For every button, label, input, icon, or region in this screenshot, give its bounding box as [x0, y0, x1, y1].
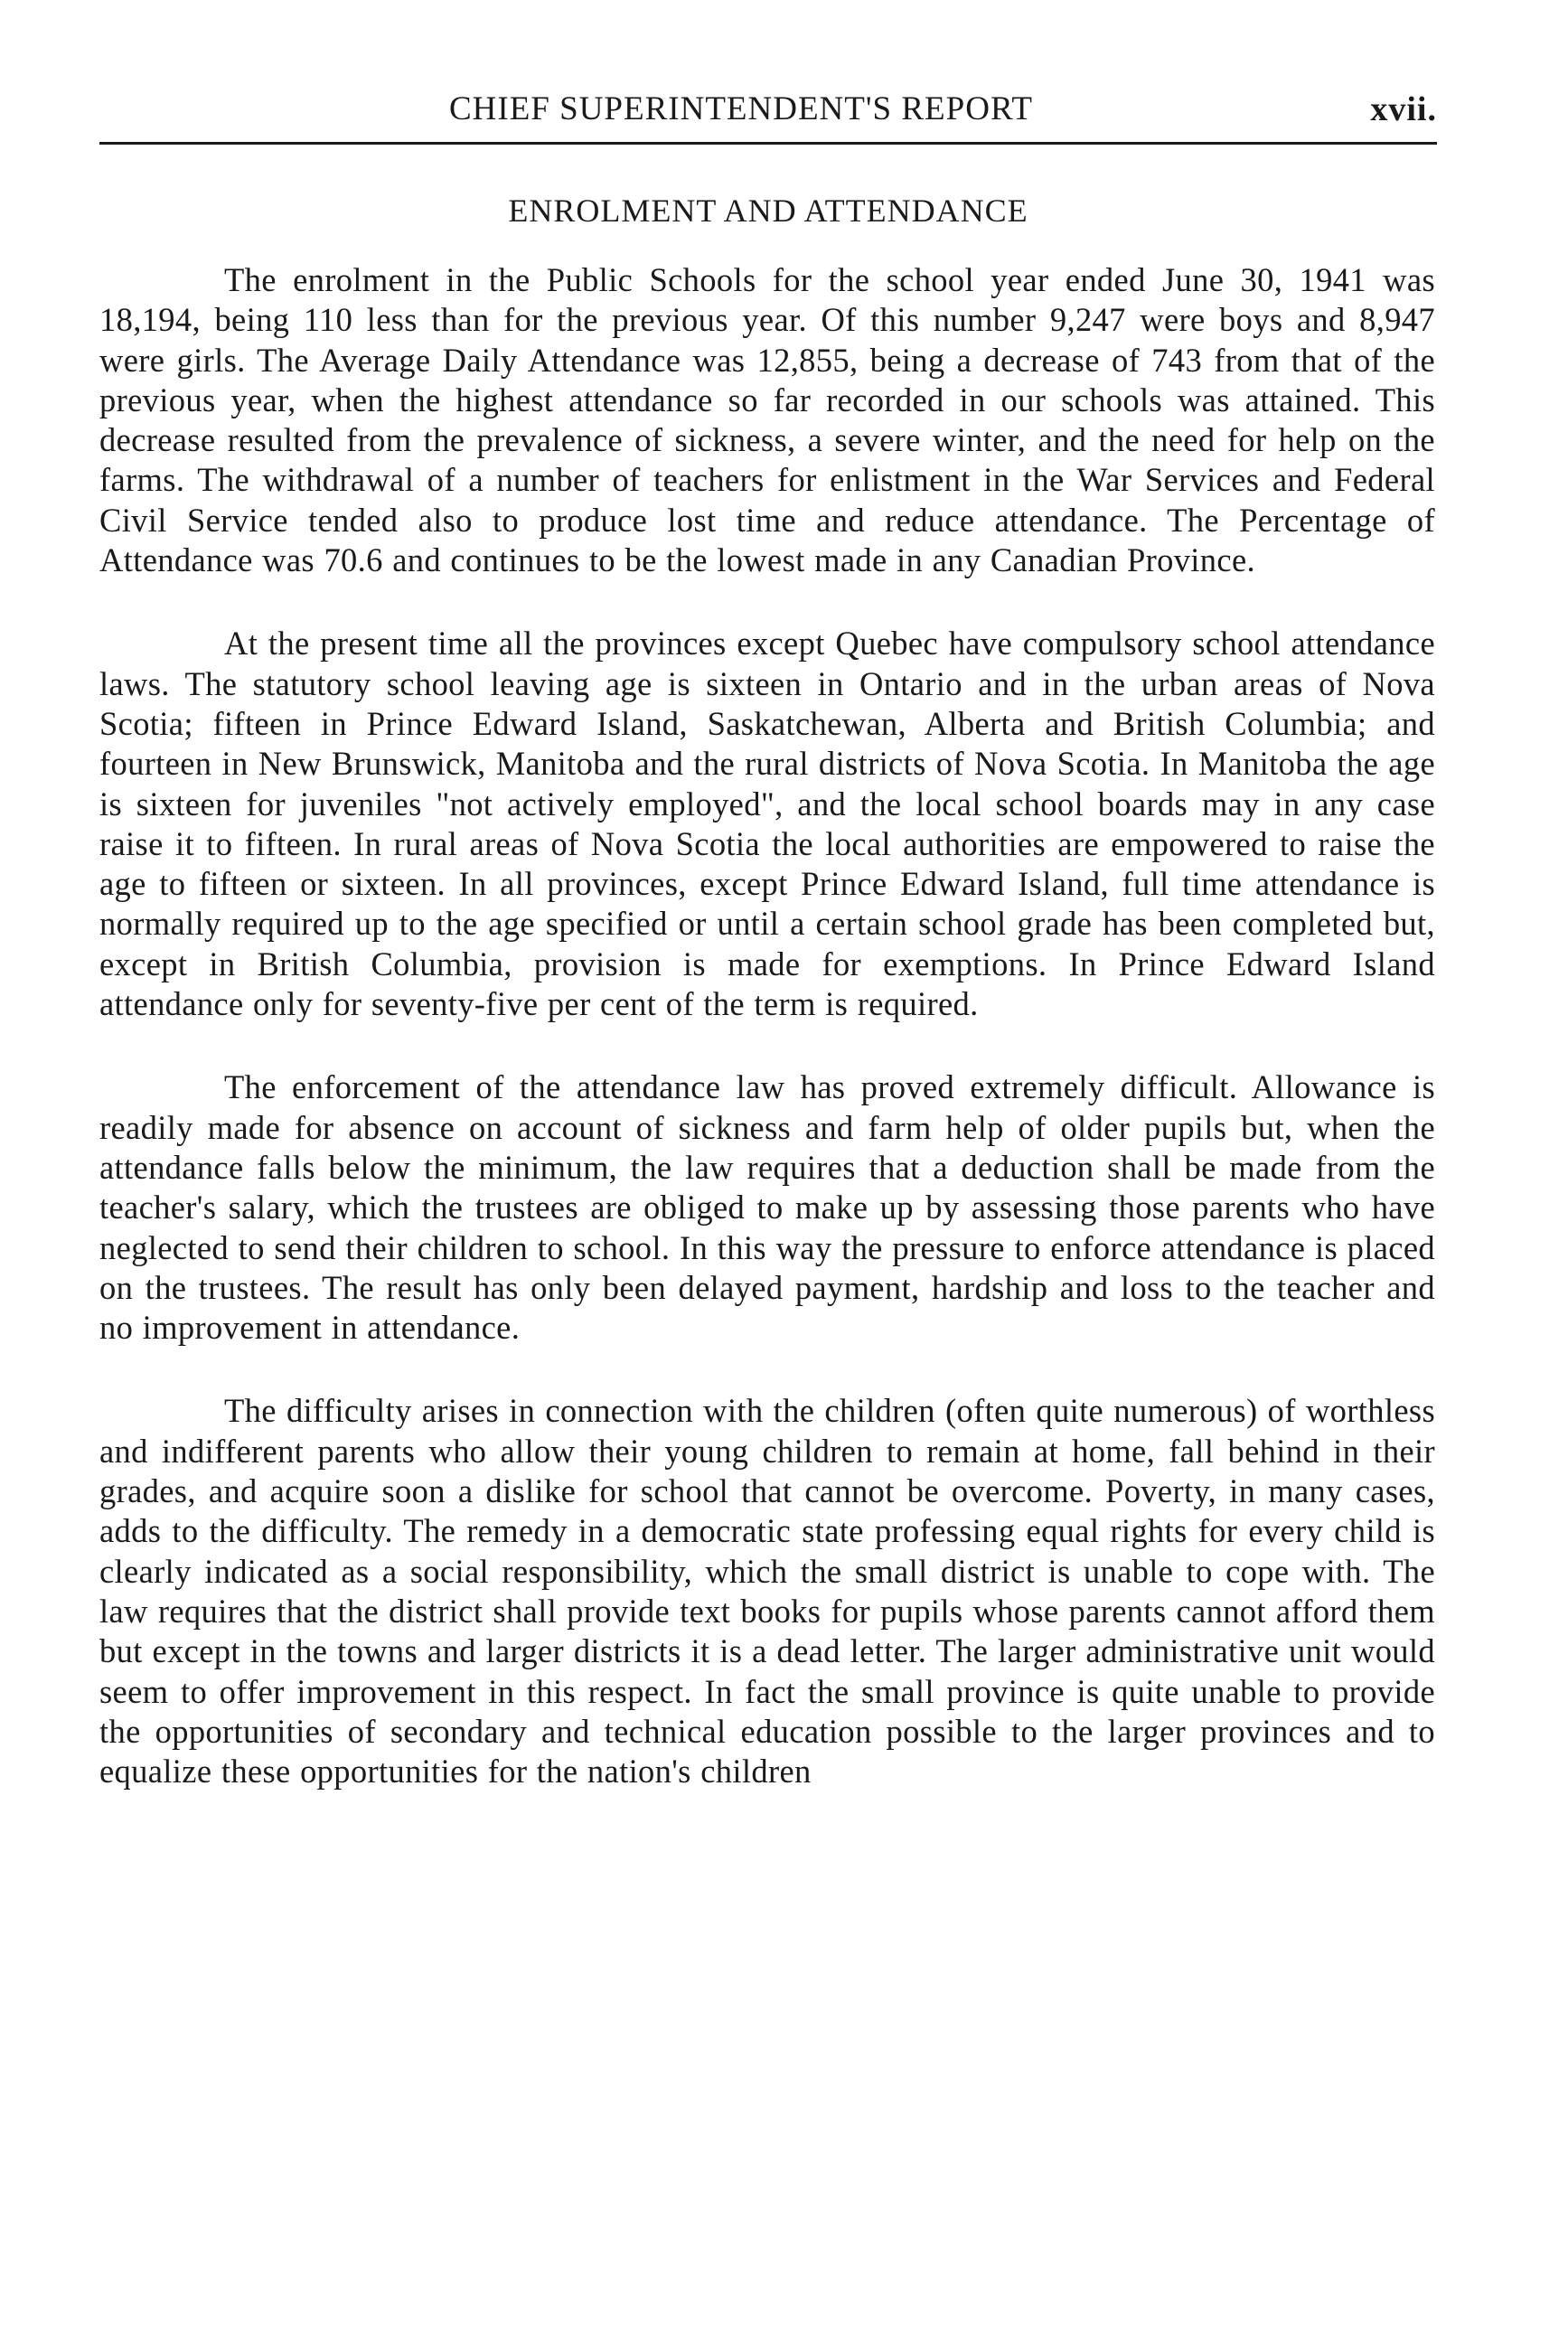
running-header: [99, 87, 1437, 141]
page-number: xvii.: [1370, 90, 1437, 128]
paragraph-enrolment: The enrolment in the Public Schools for the school year ended June 30, 1941 was 18,194, being 110 less than for the previous year. Of this number 9,247 were boys and 8,947 were girls. The Average Daily Attendance was 12,855, being a decrease of 743 from that of the previous year, when the highest attendance so far recorded in our schools was attained. This decrease resulted from the prevalence of sickness, a severe winter, and the need for help on the farms. The withdrawal of a number of teachers for enlistment in the War Services and Federal Civil Service tended also to produce lost time and reduce attendance. The Percentage of Attendance was 70.6 and continues to be the lowest made in any Canadian Province.: [99, 261, 1435, 579]
paragraph-enforcement: The enforcement of the attendance law has proved extremely difficult. Allowance is readily made for absence on account of sickness and farm help of older pupils but, when the attendance falls below the minimum, the law requires that a deduction shall be made from the teacher's salary, which the trustees are obliged to make up by assessing those parents who have neglected to send their children to school. In this way the pressure to enforce attendance is placed on the trustees. The result has only been delayed payment, hardship and loss to the teacher and no improvement in attendance.: [99, 1068, 1435, 1347]
paragraph-difficulty: The difficulty arises in connection with the children (often quite numerous) of worthless and indifferent parents who allow their young children to remain at home, fall behind in their grades, and acquire soon a dislike for school that cannot be overcome. Poverty, in many cases, adds to the difficulty. The remedy in a democratic state professing equal rights for every child is clearly indicated as a social responsibility, which the small district is unable to cope with. The law requires that the district shall provide text books for pupils whose parents cannot afford them but except in the towns and larger districts it is a dead letter. The larger administrative unit would seem to offer improvement in this respect. In fact the small province is quite unable to provide the opportunities of secondary and technical education possible to the larger provinces and to equalize these opportunities for the nation's children: [99, 1392, 1435, 1791]
section-heading: ENROLMENT AND ATTENDANCE: [508, 193, 1028, 229]
paragraph-attendance-laws: At the present time all the provinces except Quebec have compulsory school attendance laws. The statutory school leaving age is sixteen in Ontario and in the urban areas of Nova Scotia; fifteen in Prince Edward Island, Saskatchewan, Alberta and British Columbia; and fourteen in New Brunswick, Manitoba and the rural districts of Nova Scotia. In Manitoba the age is sixteen for juveniles "not actively employed", and the local school boards may in any case raise it to fifteen. In rural areas of Nova Scotia the local authorities are empowered to raise the age to fifteen or sixteen. In all provinces, except Prince Edward Island, full time attendance is normally required up to the age specified or until a certain school grade has been completed but, except in British Columbia, provision is made for exemptions. In Prince Edward Island attendance only for seventy-five per cent of the term is required.: [99, 625, 1435, 1023]
body-text: [99, 260, 1435, 1791]
running-title: CHIEF SUPERINTENDENT'S REPORT: [448, 90, 1034, 127]
header-rule: [99, 142, 1437, 145]
